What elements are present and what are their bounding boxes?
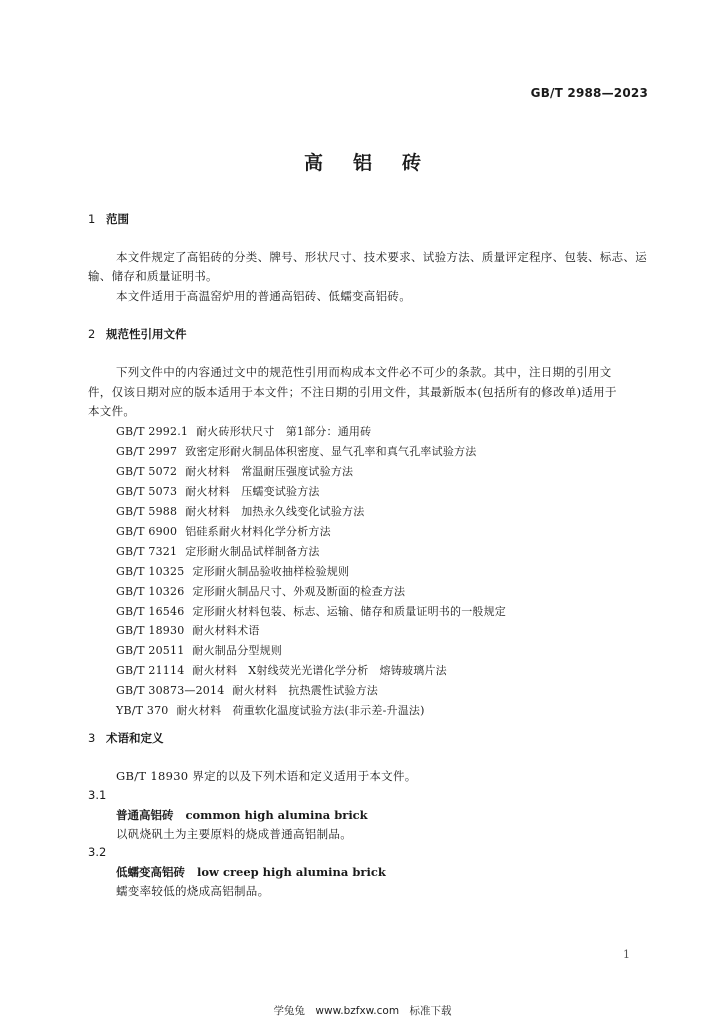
term-chinese: 低蠕变高铝砖 <box>116 865 185 879</box>
reference-code: GB/T 6900 <box>116 525 178 538</box>
reference-title: 耐火材料 加热永久线变化试验方法 <box>185 505 365 518</box>
reference-code: YB/T 370 <box>116 704 169 717</box>
reference-code: GB/T 18930 <box>116 624 185 637</box>
term-english: common high alumina brick <box>185 808 368 822</box>
reference-item <box>116 662 447 678</box>
reference-item <box>116 523 331 539</box>
reference-item <box>116 563 349 579</box>
paragraph-line: GB/T 18930 界定的以及下列术语和定义适用于本文件。 <box>116 769 417 783</box>
reference-title: 耐火材料术语 <box>192 624 260 637</box>
section-title: 范围 <box>106 212 129 226</box>
term-english: low creep high alumina brick <box>197 865 386 879</box>
reference-title: 铝硅系耐火材料化学分析方法 <box>185 525 331 538</box>
reference-title: 耐火材料 常温耐压强度试验方法 <box>185 465 354 478</box>
section-title: 规范性引用文件 <box>106 327 187 341</box>
reference-item <box>116 423 371 439</box>
reference-code: GB/T 2992.1 <box>116 425 189 438</box>
reference-item <box>116 583 405 599</box>
reference-title: 耐火材料 荷重软化温度试验方法(非示差-升温法) <box>176 704 425 717</box>
reference-code: GB/T 20511 <box>116 644 185 657</box>
reference-title: 耐火材料 压蠕变试验方法 <box>185 485 320 498</box>
reference-title: 耐火材料 抗热震性试验方法 <box>232 684 379 697</box>
reference-code: GB/T 5073 <box>116 485 178 498</box>
reference-code: GB/T 5072 <box>116 465 178 478</box>
paragraph-line: 本文件适用于高温窑炉用的普通高铝砖、低蠕变高铝砖。 <box>116 289 411 303</box>
reference-title: 定形耐火制品试样制备方法 <box>185 545 320 558</box>
reference-code: GB/T 21114 <box>116 664 185 677</box>
reference-code: GB/T 7321 <box>116 545 178 558</box>
reference-code: GB/T 10326 <box>116 585 185 598</box>
reference-title: 定形耐火制品验收抽样检验规则 <box>192 565 350 578</box>
paragraph-line: 本文件。 <box>88 404 136 418</box>
reference-item <box>116 603 506 619</box>
term-chinese: 普通高铝砖 <box>116 808 174 822</box>
reference-item <box>116 622 260 638</box>
section-3-heading <box>88 730 164 746</box>
section-1-heading <box>88 211 129 227</box>
section-number: 2 <box>88 327 96 341</box>
reference-item <box>116 702 425 718</box>
reference-title: 致密定形耐火制品体积密度、显气孔率和真气孔率试验方法 <box>185 445 477 458</box>
term-definition: 以矾烧矾土为主要原料的烧成普通高铝制品。 <box>116 827 352 841</box>
footer-watermark: 学兔兔 www.bzfxw.com 标准下载 <box>273 1005 452 1017</box>
section-2-heading <box>88 326 187 342</box>
term-definition: 蠕变率较低的烧成高铝制品。 <box>116 884 270 898</box>
section-number: 3 <box>88 731 96 745</box>
reference-code: GB/T 10325 <box>116 565 185 578</box>
reference-title: 耐火砖形状尺寸 第1部分：通用砖 <box>196 425 372 438</box>
page-number: 1 <box>623 948 630 961</box>
reference-item <box>116 682 378 698</box>
section-number: 1 <box>88 212 96 226</box>
term-number: 3.1 <box>88 788 107 802</box>
reference-item <box>116 503 364 519</box>
reference-item <box>116 463 353 479</box>
term-entry <box>116 864 386 880</box>
section-title: 术语和定义 <box>106 731 164 745</box>
reference-code: GB/T 5988 <box>116 505 178 518</box>
term-entry <box>116 807 368 823</box>
paragraph-line: 本文件规定了高铝砖的分类、牌号、形状尺寸、技术要求、试验方法、质量评定程序、包装、标志、运 <box>116 250 647 264</box>
reference-title: 耐火材料 X射线荧光光谱化学分析 熔铸玻璃片法 <box>192 664 447 677</box>
reference-item <box>116 443 476 459</box>
reference-code: GB/T 30873—2014 <box>116 684 225 697</box>
reference-title: 耐火制品分型规则 <box>192 644 283 657</box>
paragraph-line: 下列文件中的内容通过文中的规范性引用而构成本文件必不可少的条款。其中，注日期的引用文 <box>116 365 612 379</box>
term-number: 3.2 <box>88 845 107 859</box>
reference-title: 定形耐火材料包装、标志、运输、储存和质量证明书的一般规定 <box>192 605 507 618</box>
document-title: 高铝砖 <box>303 152 451 174</box>
reference-code: GB/T 16546 <box>116 605 185 618</box>
reference-item <box>116 642 282 658</box>
standard-code: GB/T 2988—2023 <box>530 86 648 100</box>
reference-title: 定形耐火制品尺寸、外观及断面的检查方法 <box>192 585 406 598</box>
reference-item <box>116 483 320 499</box>
paragraph-line: 输、储存和质量证明书。 <box>88 269 218 283</box>
reference-item <box>116 543 320 559</box>
reference-code: GB/T 2997 <box>116 445 178 458</box>
paragraph-line: 件，仅该日期对应的版本适用于本文件；不注日期的引用文件，其最新版本(包括所有的修改单)适用于 <box>88 385 617 399</box>
